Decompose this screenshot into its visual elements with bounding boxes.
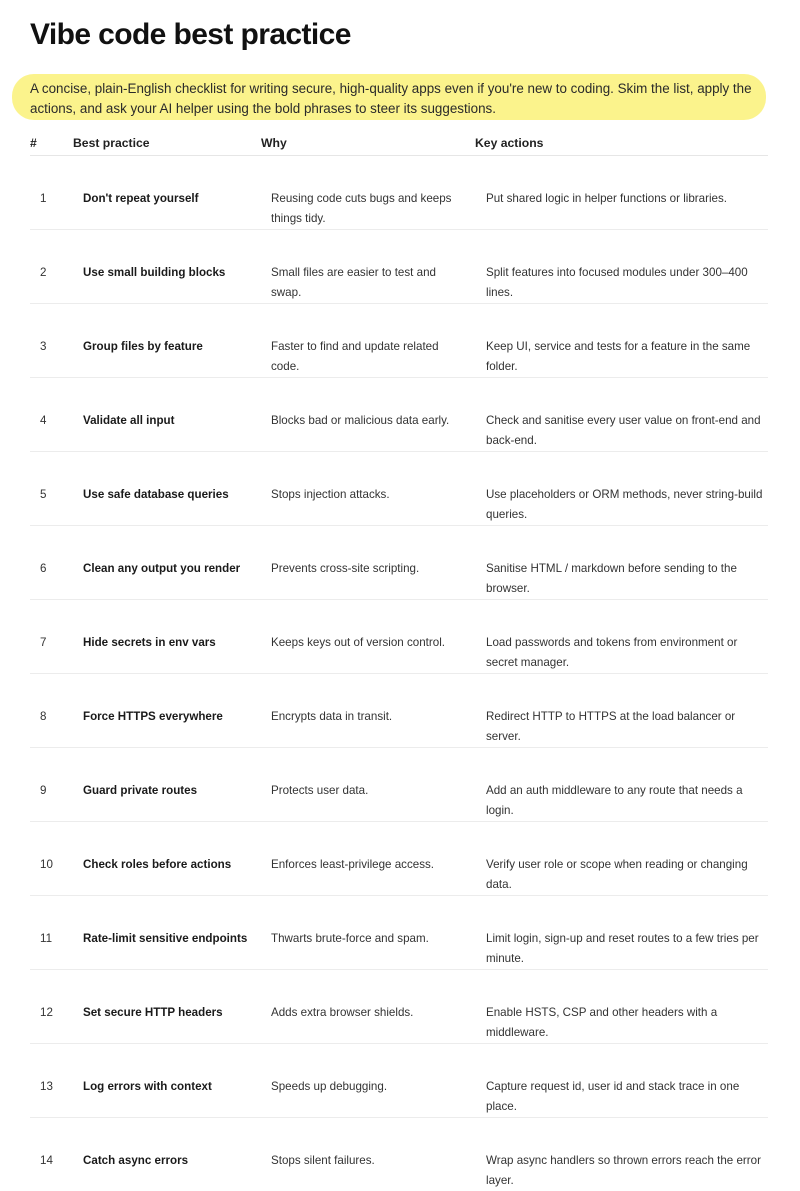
table-row	[30, 526, 768, 600]
why-text: Keeps keys out of version control.	[261, 600, 475, 653]
key-actions-text: Redirect HTTP to HTTPS at the load balancer or server.	[475, 674, 768, 747]
row-number: 14	[30, 1118, 73, 1171]
best-practice-name-cell	[73, 970, 261, 1044]
key-actions-text: Verify user role or scope when reading or changing data.	[475, 822, 768, 895]
row-number: 11	[30, 896, 73, 949]
best-practice-name: Force HTTPS everywhere	[73, 674, 261, 727]
best-practice-name: Validate all input	[73, 378, 261, 431]
best-practice-name-cell	[73, 304, 261, 378]
why-text-cell	[261, 970, 475, 1044]
best-practice-name: Set secure HTTP headers	[73, 970, 261, 1023]
row-number-cell	[30, 156, 73, 230]
why-text-cell	[261, 1118, 475, 1191]
best-practice-name: Don't repeat yourself	[73, 156, 261, 209]
key-actions-text: Limit login, sign-up and reset routes to a few tries per minute.	[475, 896, 768, 969]
key-actions-text-cell	[475, 304, 768, 378]
row-number: 9	[30, 748, 73, 801]
key-actions-text-cell	[475, 452, 768, 526]
key-actions-text-cell	[475, 526, 768, 600]
best-practice-name-cell	[73, 526, 261, 600]
row-number: 5	[30, 452, 73, 505]
key-actions-text-cell	[475, 822, 768, 896]
row-number: 12	[30, 970, 73, 1023]
table-row	[30, 304, 768, 378]
page-title: Vibe code best practice	[30, 16, 351, 54]
table-row	[30, 230, 768, 304]
row-number: 1	[30, 156, 73, 209]
row-number: 13	[30, 1044, 73, 1097]
row-number-cell	[30, 748, 73, 822]
key-actions-text: Capture request id, user id and stack trace in one place.	[475, 1044, 768, 1117]
best-practice-name-cell	[73, 230, 261, 304]
best-practice-name: Hide secrets in env vars	[73, 600, 261, 653]
key-actions-text: Wrap async handlers so thrown errors reach the error layer.	[475, 1118, 768, 1191]
best-practice-name: Rate-limit sensitive endpoints	[73, 896, 261, 949]
why-text: Stops silent failures.	[261, 1118, 475, 1171]
key-actions-text: Sanitise HTML / markdown before sending to the browser.	[475, 526, 768, 599]
best-practice-name: Group files by feature	[73, 304, 261, 357]
key-actions-text: Keep UI, service and tests for a feature in the same folder.	[475, 304, 768, 377]
why-text: Prevents cross-site scripting.	[261, 526, 475, 579]
best-practice-name: Clean any output you render	[73, 526, 261, 579]
why-text-cell	[261, 600, 475, 674]
why-text: Speeds up debugging.	[261, 1044, 475, 1097]
best-practice-name: Check roles before actions	[73, 822, 261, 875]
key-actions-text-cell	[475, 230, 768, 304]
table-row	[30, 452, 768, 526]
row-number: 8	[30, 674, 73, 727]
key-actions-text: Put shared logic in helper functions or libraries.	[475, 156, 768, 209]
row-number: 3	[30, 304, 73, 357]
row-number-cell	[30, 896, 73, 970]
why-text: Blocks bad or malicious data early.	[261, 378, 475, 431]
best-practice-name-cell	[73, 600, 261, 674]
table-row	[30, 970, 768, 1044]
column-header-best-practice: Best practice	[73, 130, 261, 156]
why-text-cell	[261, 896, 475, 970]
why-text: Adds extra browser shields.	[261, 970, 475, 1023]
row-number-cell	[30, 526, 73, 600]
why-text: Thwarts brute-force and spam.	[261, 896, 475, 949]
key-actions-text-cell	[475, 970, 768, 1044]
row-number: 2	[30, 230, 73, 283]
column-header-key-actions: Key actions	[475, 130, 768, 156]
best-practice-name-cell	[73, 822, 261, 896]
best-practice-name-cell	[73, 748, 261, 822]
table-row	[30, 1118, 768, 1191]
key-actions-text: Add an auth middleware to any route that needs a login.	[475, 748, 768, 821]
column-header-number: #	[30, 130, 73, 156]
best-practice-table	[30, 130, 768, 1191]
row-number: 6	[30, 526, 73, 579]
why-text: Small files are easier to test and swap.	[261, 230, 475, 303]
why-text-cell	[261, 674, 475, 748]
row-number-cell	[30, 1118, 73, 1191]
table-row	[30, 378, 768, 452]
key-actions-text: Load passwords and tokens from environment or secret manager.	[475, 600, 768, 673]
why-text: Protects user data.	[261, 748, 475, 801]
row-number: 7	[30, 600, 73, 653]
best-practice-name: Use small building blocks	[73, 230, 261, 283]
table-row	[30, 600, 768, 674]
best-practice-name: Log errors with context	[73, 1044, 261, 1097]
row-number-cell	[30, 600, 73, 674]
best-practice-name-cell	[73, 896, 261, 970]
row-number-cell	[30, 452, 73, 526]
why-text: Stops injection attacks.	[261, 452, 475, 505]
why-text-cell	[261, 230, 475, 304]
row-number: 10	[30, 822, 73, 875]
why-text-cell	[261, 748, 475, 822]
table-row	[30, 156, 768, 230]
key-actions-text-cell	[475, 1118, 768, 1191]
best-practice-name: Guard private routes	[73, 748, 261, 801]
key-actions-text: Enable HSTS, CSP and other headers with a middleware.	[475, 970, 768, 1043]
why-text: Reusing code cuts bugs and keeps things tidy.	[261, 156, 475, 229]
best-practice-name-cell	[73, 1118, 261, 1191]
row-number-cell	[30, 378, 73, 452]
key-actions-text-cell	[475, 896, 768, 970]
best-practice-name-cell	[73, 156, 261, 230]
best-practice-name: Catch async errors	[73, 1118, 261, 1171]
table-row	[30, 1044, 768, 1118]
column-header-why: Why	[261, 130, 475, 156]
key-actions-text-cell	[475, 1044, 768, 1118]
row-number-cell	[30, 1044, 73, 1118]
table-body	[30, 156, 768, 1191]
key-actions-text-cell	[475, 600, 768, 674]
why-text: Encrypts data in transit.	[261, 674, 475, 727]
key-actions-text: Split features into focused modules under 300–400 lines.	[475, 230, 768, 303]
table-header-row	[30, 130, 768, 156]
best-practice-name-cell	[73, 378, 261, 452]
why-text-cell	[261, 452, 475, 526]
why-text-cell	[261, 526, 475, 600]
table-row	[30, 896, 768, 970]
row-number: 4	[30, 378, 73, 431]
row-number-cell	[30, 822, 73, 896]
why-text-cell	[261, 378, 475, 452]
key-actions-text: Check and sanitise every user value on front-end and back-end.	[475, 378, 768, 451]
row-number-cell	[30, 674, 73, 748]
best-practice-name-cell	[73, 1044, 261, 1118]
key-actions-text-cell	[475, 378, 768, 452]
table-row	[30, 748, 768, 822]
row-number-cell	[30, 970, 73, 1044]
why-text-cell	[261, 156, 475, 230]
best-practice-name-cell	[73, 674, 261, 748]
key-actions-text-cell	[475, 156, 768, 230]
why-text-cell	[261, 304, 475, 378]
best-practice-name-cell	[73, 452, 261, 526]
table-row	[30, 674, 768, 748]
why-text-cell	[261, 822, 475, 896]
why-text: Enforces least-privilege access.	[261, 822, 475, 875]
row-number-cell	[30, 230, 73, 304]
why-text-cell	[261, 1044, 475, 1118]
table-row	[30, 822, 768, 896]
key-actions-text-cell	[475, 748, 768, 822]
best-practice-name: Use safe database queries	[73, 452, 261, 505]
why-text: Faster to find and update related code.	[261, 304, 475, 377]
intro-text: A concise, plain-English checklist for writing secure, high-quality apps even if you're new to coding. Skim the list, apply the actions, and ask your AI helper using the bold phrases to steer its suggestions.	[30, 79, 770, 119]
row-number-cell	[30, 304, 73, 378]
key-actions-text-cell	[475, 674, 768, 748]
key-actions-text: Use placeholders or ORM methods, never string-build queries.	[475, 452, 768, 525]
